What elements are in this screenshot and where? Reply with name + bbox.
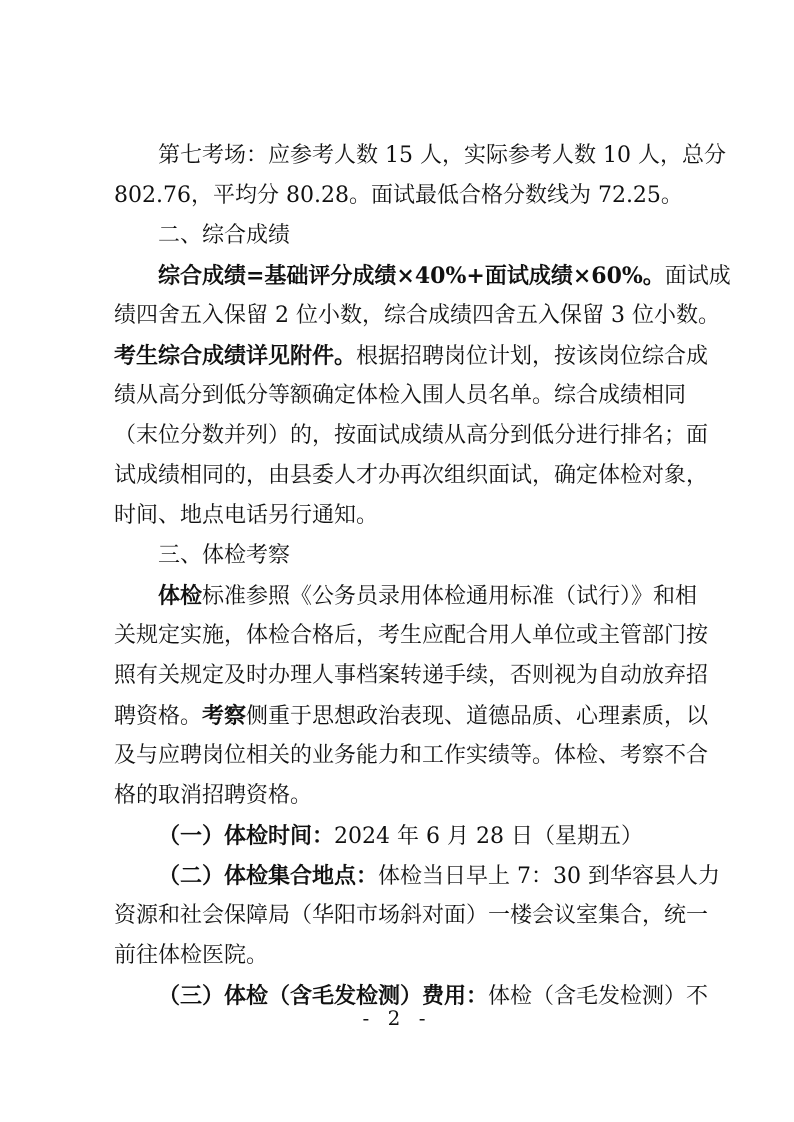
exam-line-5: 及与应聘岗位相关的业务能力和工作实绩等。体检、考察不合 <box>114 743 709 768</box>
exam-line-4-rest: 侧重于思想政治表现、道德品质、心理素质，以 <box>246 704 709 729</box>
item-2-line-3: 前往体检医院。 <box>114 943 269 968</box>
item-2-label: （二）体检集合地点： <box>158 863 379 889</box>
composite-line-1-rest: 面试成 <box>664 264 731 289</box>
paragraph-line <box>0 336 794 376</box>
physical-exam-term: 体检 <box>158 583 203 609</box>
heading-composite-score: 二、综合成绩 <box>158 223 291 248</box>
paragraph-line <box>0 416 794 456</box>
item-3-label: （三）体检（含毛发检测）费用： <box>158 983 489 1009</box>
paragraph-line <box>0 696 794 736</box>
paragraph-line <box>0 816 794 856</box>
paragraph-line <box>0 576 794 616</box>
paragraph-line <box>0 296 794 336</box>
paragraph-line <box>0 136 794 176</box>
section-heading <box>0 536 794 576</box>
exam-line-2: 关规定实施，体检合格后，考生应配合用人单位或主管部门按 <box>114 623 709 648</box>
paragraph-line <box>0 176 794 216</box>
composite-attachment-note: 考生综合成绩详见附件。 <box>114 343 357 369</box>
composite-line-3-rest: 根据招聘岗位计划，按该岗位综合成 <box>356 344 709 369</box>
paragraph-line <box>0 736 794 776</box>
exam-line-1-rest: 标准参照《公务员录用体检通用标准（试行）》和相 <box>202 584 698 609</box>
composite-line-4: 绩从高分到低分等额确定体检入围人员名单。综合成绩相同 <box>114 383 687 408</box>
item-1-text: 2024 年 6 月 28 日（星期五） <box>334 824 643 849</box>
page-number: - 2 - <box>362 1006 432 1030</box>
heading-physical-exam: 三、体检考察 <box>158 543 291 568</box>
exam-room-7-line-1: 第七考场：应参考人数 15 人，实际参考人数 10 人，总分 <box>158 143 726 168</box>
paragraph-line <box>0 376 794 416</box>
inspection-term: 考察 <box>202 703 247 729</box>
composite-line-5: （末位分数并列）的，按面试成绩从高分到低分进行排名；面 <box>114 423 709 448</box>
item-2-text: 体检当日早上 7：30 到华容县人力 <box>378 864 720 889</box>
paragraph-line <box>0 616 794 656</box>
paragraph-line <box>0 456 794 496</box>
exam-line-6: 格的取消招聘资格。 <box>114 783 313 808</box>
section-heading <box>0 216 794 256</box>
paragraph-line <box>0 896 794 936</box>
item-1-label: （一）体检时间： <box>158 823 335 849</box>
composite-line-6: 试成绩相同的，由县委人才办再次组织面试，确定体检对象， <box>114 463 709 488</box>
exam-line-3: 照有关规定及时办理人事档案转递手续，否则视为自动放弃招 <box>114 663 709 688</box>
paragraph-line <box>0 656 794 696</box>
item-3-text: 体检（含毛发检测）不 <box>488 984 709 1009</box>
item-2-line-2: 资源和社会保障局（华阳市场斜对面）一楼会议室集合，统一 <box>114 903 709 928</box>
exam-room-7-line-2: 802.76，平均分 80.28。面试最低合格分数线为 72.25。 <box>114 183 683 208</box>
paragraph-line <box>0 856 794 896</box>
paragraph-line <box>0 256 794 296</box>
composite-line-7: 时间、地点电话另行通知。 <box>114 503 379 528</box>
composite-formula: 综合成绩=基础评分成绩×40%+面试成绩×60%。 <box>158 263 665 289</box>
paragraph-line <box>0 936 794 976</box>
exam-line-4-pre: 聘资格。 <box>114 704 203 729</box>
paragraph-line <box>0 776 794 816</box>
composite-line-2: 绩四舍五入保留 2 位小数，综合成绩四舍五入保留 3 位小数。 <box>114 303 720 328</box>
paragraph-line <box>0 496 794 536</box>
